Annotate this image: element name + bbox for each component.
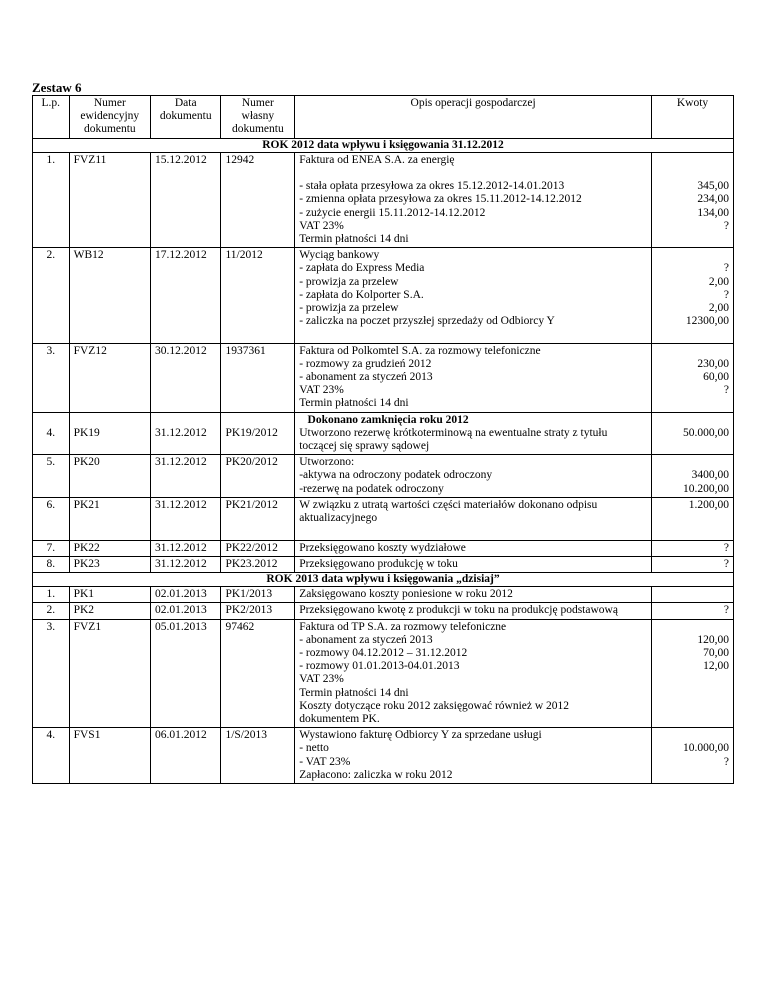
cell-own: 1937361 — [221, 343, 295, 412]
cell-own: PK21/2012 — [221, 497, 295, 540]
operations-table — [32, 95, 734, 784]
cell-amt: 120,00 70,00 12,00 — [652, 619, 734, 728]
section-row — [33, 572, 734, 586]
cell-desc: Wyciąg bankowy - zapłata do Express Media - prowizja za przelew - zapłata do Kolporter S.A. - prowizja za przelew - zaliczka na poczet przyszłej sprzedaży od Odbiorcy Y — [295, 248, 652, 343]
cell-lp: 3. — [33, 619, 70, 728]
table-row — [33, 343, 734, 412]
table-row — [33, 152, 734, 247]
cell-date: 15.12.2012 — [151, 152, 221, 247]
table-row — [33, 556, 734, 572]
section-row — [33, 138, 734, 152]
cell-ev: PK2 — [69, 603, 150, 619]
cell-desc: Przeksięgowano koszty wydziałowe — [295, 540, 652, 556]
cell-own: 97462 — [221, 619, 295, 728]
header-own: Numer własny dokumentu — [221, 96, 295, 139]
table-row — [33, 619, 734, 728]
cell-date: 17.12.2012 — [151, 248, 221, 343]
cell-own: 12942 — [221, 152, 295, 247]
table-row — [33, 248, 734, 343]
cell-amt: 10.000,00 ? — [652, 728, 734, 784]
cell-amt: ? — [652, 603, 734, 619]
cell-amt: 230,00 60,00 ? — [652, 343, 734, 412]
cell-desc: Przeksięgowano kwotę z produkcji w toku na produkcję podstawową — [295, 603, 652, 619]
cell-lp: 4. — [33, 412, 70, 455]
cell-desc: Zaksięgowano koszty poniesione w roku 2012 — [295, 587, 652, 603]
header-date: Data dokumentu — [151, 96, 221, 139]
header-lp: L.p. — [33, 96, 70, 139]
section-2012: ROK 2012 data wpływu i księgowania 31.12.2012 — [33, 138, 734, 152]
header-desc: Opis operacji gospodarczej — [295, 96, 652, 139]
cell-date: 02.01.2013 — [151, 603, 221, 619]
cell-ev: PK23 — [69, 556, 150, 572]
cell-desc: Faktura od TP S.A. za rozmowy telefoniczne - abonament za styczeń 2013 - rozmowy 04.12.2012 – 31.12.2012 - rozmowy 01.01.2013-04.01.2013 VAT 23% Termin płatności 14 dni Koszty dotyczące roku 2012 zaksięgować również w 2012 dokumentem PK. — [295, 619, 652, 728]
cell-amt: ? 2,00 ? 2,00 12300,00 — [652, 248, 734, 343]
cell-ev: PK19 — [69, 412, 150, 455]
cell-date: 31.12.2012 — [151, 412, 221, 455]
cell-lp: 1. — [33, 587, 70, 603]
cell-amt: 3400,00 10.200,00 — [652, 455, 734, 498]
cell-ev: PK22 — [69, 540, 150, 556]
cell-lp: 6. — [33, 497, 70, 540]
table-row — [33, 603, 734, 619]
cell-desc: Wystawiono fakturę Odbiorcy Y za sprzedane usługi - netto - VAT 23% Zapłacono: zaliczka w roku 2012 — [295, 728, 652, 784]
cell-amt — [652, 587, 734, 603]
cell-date: 31.12.2012 — [151, 556, 221, 572]
header-ev: Numer ewidencyjny dokumentu — [69, 96, 150, 139]
cell-own: PK23.2012 — [221, 556, 295, 572]
header-row — [33, 96, 734, 139]
cell-ev: FVZ12 — [69, 343, 150, 412]
cell-date: 05.01.2013 — [151, 619, 221, 728]
cell-lp: 4. — [33, 728, 70, 784]
cell-date: 31.12.2012 — [151, 455, 221, 498]
cell-desc: Utworzono: -aktywa na odroczony podatek odroczony -rezerwę na podatek odroczony — [295, 455, 652, 498]
cell-lp: 3. — [33, 343, 70, 412]
cell-ev: PK1 — [69, 587, 150, 603]
cell-desc: Faktura od ENEA S.A. za energię - stała opłata przesyłowa za okres 15.12.2012-14.01.2013 - zmienna opłata przesyłowa za okres 15.11.2012-14.12.2012 - zużycie energii 15.11.2012-14.12.2012 VAT 23% Termin płatności 14 dni — [295, 152, 652, 247]
cell-ev: FVZ11 — [69, 152, 150, 247]
cell-own: 11/2012 — [221, 248, 295, 343]
cell-desc: Przeksięgowano produkcję w toku — [295, 556, 652, 572]
cell-amt: ? — [652, 556, 734, 572]
cell-ev: PK21 — [69, 497, 150, 540]
cell-lp: 7. — [33, 540, 70, 556]
cell-lp: 5. — [33, 455, 70, 498]
cell-date: 06.01.2012 — [151, 728, 221, 784]
cell-lp: 2. — [33, 248, 70, 343]
cell-own: PK1/2013 — [221, 587, 295, 603]
header-amt: Kwoty — [652, 96, 734, 139]
table-row — [33, 587, 734, 603]
cell-desc: W związku z utratą wartości części materiałów dokonano odpisu aktualizacyjnego — [295, 497, 652, 540]
section-close: Dokonano zamknięcia roku 2012 — [307, 413, 469, 426]
table-row — [33, 728, 734, 784]
cell-own: PK19/2012 — [221, 412, 295, 455]
cell-date: 02.01.2013 — [151, 587, 221, 603]
cell-ev: FVZ1 — [69, 619, 150, 728]
cell-lp: 1. — [33, 152, 70, 247]
cell-date: 31.12.2012 — [151, 540, 221, 556]
table-row — [33, 540, 734, 556]
cell-amt: 50.000,00 — [652, 412, 734, 455]
cell-date: 30.12.2012 — [151, 343, 221, 412]
cell-lp: 2. — [33, 603, 70, 619]
cell-own: PK22/2012 — [221, 540, 295, 556]
cell-ev: WB12 — [69, 248, 150, 343]
cell-ev: PK20 — [69, 455, 150, 498]
cell-own: 1/S/2013 — [221, 728, 295, 784]
cell-desc: Dokonano zamknięcia roku 2012 Utworzono rezerwę krótkoterminową na ewentualne straty z tytułu toczącej się sprawy sądowej — [295, 412, 652, 455]
table-row — [33, 455, 734, 498]
cell-amt: 1.200,00 — [652, 497, 734, 540]
cell-desc: Faktura od Polkomtel S.A. za rozmowy telefoniczne - rozmowy za grudzień 2012 - abonament za styczeń 2013 VAT 23% Termin płatności 14 dni — [295, 343, 652, 412]
cell-date: 31.12.2012 — [151, 497, 221, 540]
table-row — [33, 497, 734, 540]
cell-own: PK2/2013 — [221, 603, 295, 619]
cell-amt: ? — [652, 540, 734, 556]
table-row — [33, 412, 734, 455]
cell-own: PK20/2012 — [221, 455, 295, 498]
page-title: Zestaw 6 — [32, 80, 82, 95]
cell-amt: 345,00 234,00 134,00 ? — [652, 152, 734, 247]
cell-ev: FVS1 — [69, 728, 150, 784]
cell-lp: 8. — [33, 556, 70, 572]
section-2013: ROK 2013 data wpływu i księgowania „dzisiaj” — [33, 572, 734, 586]
